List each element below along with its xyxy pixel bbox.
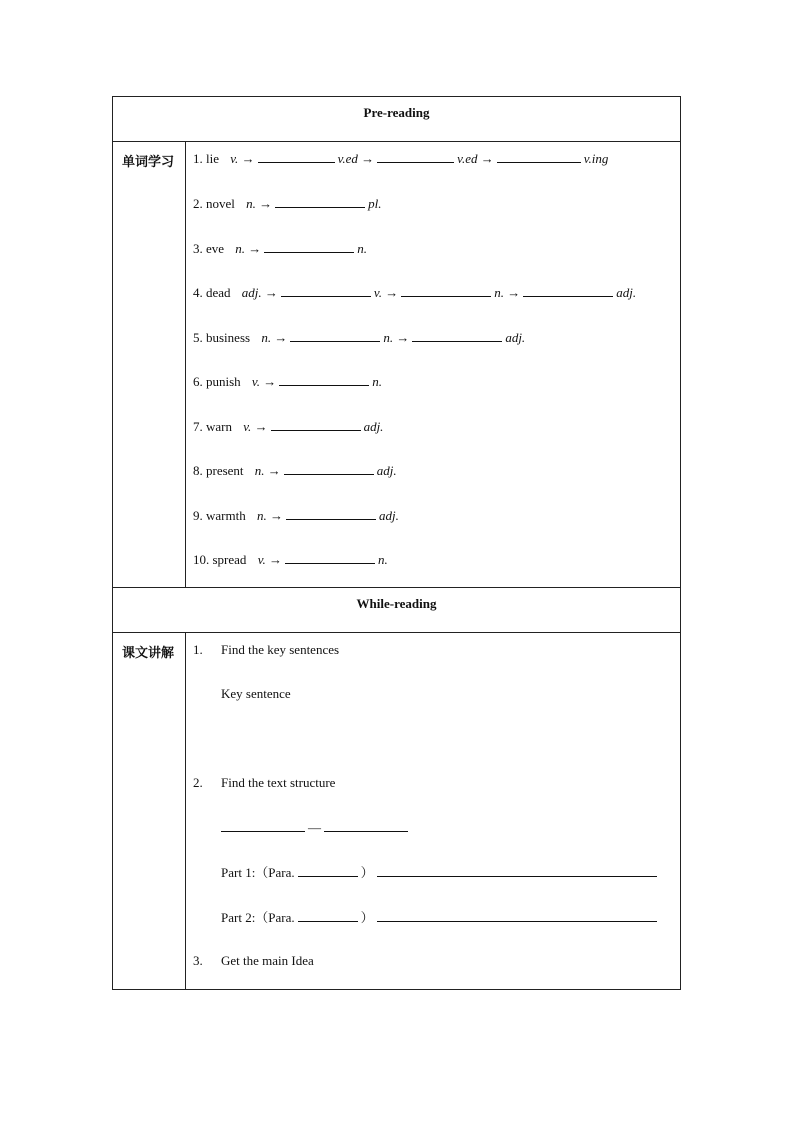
vocab-pos: n. <box>261 330 272 345</box>
column-divider <box>185 632 186 990</box>
vocab-pos: n. <box>256 508 267 523</box>
arrow: → <box>259 196 273 211</box>
vocab-form: adj. <box>505 330 526 345</box>
task-number: 1. <box>193 642 203 657</box>
vocab-row-9 <box>193 507 399 524</box>
vocab-row-1 <box>193 150 608 167</box>
answer-blank[interactable] <box>290 329 380 342</box>
vocab-word: 10. spread <box>193 552 247 567</box>
arrow: → <box>396 330 410 345</box>
arrow: → <box>480 151 494 166</box>
divider <box>113 587 680 588</box>
arrow: → <box>254 419 268 434</box>
answer-blank[interactable] <box>275 195 365 208</box>
answer-blank[interactable] <box>377 864 657 877</box>
vocab-word: 4. dead <box>193 285 231 300</box>
answer-blank[interactable] <box>284 462 374 475</box>
vocab-pos: v. <box>251 374 260 389</box>
task-find-key-sentences <box>193 642 339 658</box>
vocab-word: 1. lie <box>193 151 219 166</box>
answer-blank[interactable] <box>286 507 376 520</box>
vocab-pos: adj. <box>241 285 262 300</box>
vocab-form: pl. <box>368 196 382 211</box>
vocab-form: adj. <box>616 285 637 300</box>
task-main-idea <box>193 953 314 969</box>
part2-label: Part 2:（Para. <box>221 910 295 925</box>
vocab-row-6 <box>193 373 382 390</box>
vocab-pos: n. <box>246 196 256 211</box>
arrow: → <box>248 241 262 256</box>
section-header-while-reading: While-reading <box>356 596 437 611</box>
vocab-form: n. <box>383 330 394 345</box>
part1-row <box>193 864 660 881</box>
arrow: → <box>385 285 399 300</box>
task-find-text-structure <box>193 775 335 791</box>
task-number: 2. <box>193 775 203 790</box>
arrow: → <box>507 285 521 300</box>
vocab-row-2 <box>193 195 382 212</box>
vocab-form: v.ing <box>583 151 609 166</box>
answer-blank[interactable] <box>497 150 581 163</box>
close-paren: ） <box>360 865 374 880</box>
vocab-row-3 <box>193 240 367 257</box>
vocab-pos: n. <box>254 463 265 478</box>
vocab-row-8 <box>193 462 397 479</box>
task-text: Find the key sentences <box>221 642 340 657</box>
vocab-word: 2. novel <box>193 196 235 211</box>
vocab-form: adj. <box>363 419 384 434</box>
answer-blank[interactable] <box>279 373 369 386</box>
text-label: 课文讲解 <box>122 646 175 661</box>
worksheet-table <box>112 96 681 990</box>
answer-blank[interactable] <box>298 864 358 877</box>
task-number: 3. <box>193 953 203 968</box>
arrow: → <box>361 151 375 166</box>
vocab-form: n. <box>378 552 388 567</box>
answer-blank[interactable] <box>377 150 454 163</box>
section-header-pre-reading: Pre-reading <box>363 105 430 120</box>
answer-blank[interactable] <box>285 551 375 564</box>
answer-blank[interactable] <box>258 150 335 163</box>
structure-blanks-row <box>193 819 411 836</box>
vocab-word: 3. eve <box>193 241 225 256</box>
vocab-form: n. <box>494 285 504 300</box>
column-divider <box>185 141 186 587</box>
vocab-row-4 <box>193 284 636 301</box>
vocab-form: n. <box>372 374 382 389</box>
arrow: → <box>267 463 281 478</box>
answer-blank[interactable] <box>377 909 657 922</box>
vocab-form: adj. <box>376 463 397 478</box>
answer-blank[interactable] <box>324 819 408 832</box>
key-sentence-row <box>193 686 291 702</box>
vocab-word: 6. punish <box>193 374 241 389</box>
vocab-word: 7. warn <box>193 419 232 434</box>
answer-blank[interactable] <box>298 909 358 922</box>
vocab-pos: v. <box>230 151 239 166</box>
vocab-pos: v. <box>257 552 266 567</box>
vocab-pos: v. <box>243 419 252 434</box>
dash: — <box>308 820 321 835</box>
answer-blank[interactable] <box>221 819 305 832</box>
vocab-pos: n. <box>235 241 246 256</box>
divider <box>113 632 680 633</box>
vocab-label: 单词学习 <box>122 155 175 170</box>
answer-blank[interactable] <box>412 329 502 342</box>
part1-label: Part 1:（Para. <box>221 865 295 880</box>
vocab-row-5 <box>193 329 525 346</box>
divider <box>113 141 680 142</box>
vocab-form: v.ed <box>457 151 478 166</box>
vocab-form: adj. <box>378 508 399 523</box>
vocab-word: 9. warmth <box>193 508 246 523</box>
arrow: → <box>263 374 277 389</box>
task-text: Get the main Idea <box>221 953 314 968</box>
vocab-row-10 <box>193 551 388 568</box>
close-paren: ） <box>360 910 374 925</box>
arrow: → <box>274 330 288 345</box>
vocab-form: v.ed <box>337 151 358 166</box>
task-text: Find the text structure <box>221 775 336 790</box>
answer-blank[interactable] <box>271 418 361 431</box>
vocab-row-7 <box>193 418 383 435</box>
answer-blank[interactable] <box>523 284 613 297</box>
vocab-form: v. <box>373 285 382 300</box>
part2-row <box>193 909 660 926</box>
answer-blank[interactable] <box>264 240 354 253</box>
answer-blank[interactable] <box>281 284 371 297</box>
vocab-form: n. <box>357 241 368 256</box>
arrow: → <box>269 508 283 523</box>
vocab-word: 5. business <box>193 330 251 345</box>
vocab-word: 8. present <box>193 463 244 478</box>
arrow: → <box>241 151 255 166</box>
arrow: → <box>269 552 282 567</box>
key-sentence-label: Key sentence <box>221 686 291 701</box>
answer-blank[interactable] <box>401 284 491 297</box>
arrow: → <box>264 285 278 300</box>
